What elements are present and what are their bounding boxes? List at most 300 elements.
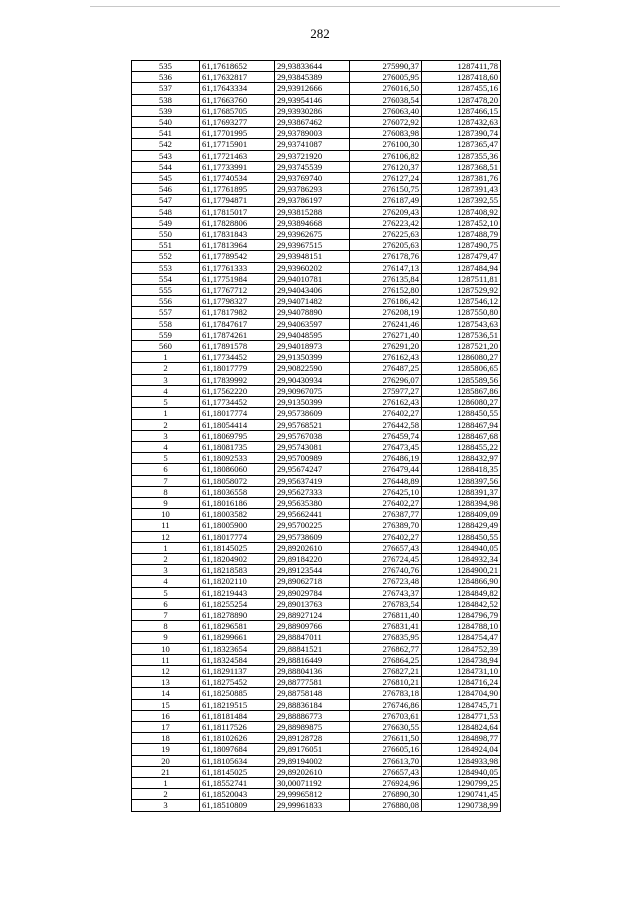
- x-coordinate-cell: 276630,55: [350, 721, 422, 732]
- y-coordinate-cell: 1284754,47: [422, 632, 501, 643]
- latitude-cell: 61,18255254: [200, 598, 275, 609]
- x-coordinate-cell: 276038,54: [350, 94, 422, 105]
- longitude-cell: 29,93912666: [275, 83, 350, 94]
- longitude-cell: 29,89123544: [275, 565, 350, 576]
- x-coordinate-cell: 276831,41: [350, 621, 422, 632]
- latitude-cell: 61,18017779: [200, 363, 275, 374]
- table-row: [132, 318, 501, 329]
- latitude-cell: 61,18323654: [200, 643, 275, 654]
- y-coordinate-cell: 1284932,34: [422, 553, 501, 564]
- longitude-cell: 29,94078890: [275, 307, 350, 318]
- table-row: [132, 240, 501, 251]
- coordinates-table-body: [132, 61, 501, 812]
- longitude-cell: 29,93721920: [275, 150, 350, 161]
- table-row: [132, 475, 501, 486]
- latitude-cell: 61,18219515: [200, 699, 275, 710]
- point-number-cell: 1: [132, 778, 200, 789]
- longitude-cell: 29,93930286: [275, 105, 350, 116]
- x-coordinate-cell: 276296,07: [350, 374, 422, 385]
- x-coordinate-cell: 276291,20: [350, 341, 422, 352]
- table-row: [132, 341, 501, 352]
- table-row: [132, 285, 501, 296]
- table-row: [132, 587, 501, 598]
- table-row: [132, 72, 501, 83]
- x-coordinate-cell: 276486,19: [350, 453, 422, 464]
- table-row: [132, 363, 501, 374]
- table-row: [132, 531, 501, 542]
- x-coordinate-cell: 276072,92: [350, 117, 422, 128]
- longitude-cell: 29,89202610: [275, 542, 350, 553]
- point-number-cell: 1: [132, 408, 200, 419]
- longitude-cell: 29,88886773: [275, 710, 350, 721]
- point-number-cell: 16: [132, 710, 200, 721]
- table-row: [132, 397, 501, 408]
- x-coordinate-cell: 276225,63: [350, 229, 422, 240]
- table-row: [132, 766, 501, 777]
- table-row: [132, 721, 501, 732]
- point-number-cell: 5: [132, 587, 200, 598]
- latitude-cell: 61,18219443: [200, 587, 275, 598]
- longitude-cell: 29,95768521: [275, 419, 350, 430]
- latitude-cell: 61,17831843: [200, 229, 275, 240]
- point-number-cell: 9: [132, 632, 200, 643]
- x-coordinate-cell: 276271,40: [350, 329, 422, 340]
- latitude-cell: 61,17751984: [200, 273, 275, 284]
- y-coordinate-cell: 1284924,04: [422, 744, 501, 755]
- x-coordinate-cell: 276150,75: [350, 184, 422, 195]
- x-coordinate-cell: 276223,42: [350, 217, 422, 228]
- x-coordinate-cell: 276657,43: [350, 766, 422, 777]
- table-row: [132, 128, 501, 139]
- latitude-cell: 61,18005900: [200, 520, 275, 531]
- latitude-cell: 61,18086060: [200, 464, 275, 475]
- latitude-cell: 61,17562220: [200, 385, 275, 396]
- point-number-cell: 1: [132, 352, 200, 363]
- table-row: [132, 105, 501, 116]
- table-row: [132, 117, 501, 128]
- table-row: [132, 755, 501, 766]
- point-number-cell: 536: [132, 72, 200, 83]
- longitude-cell: 29,91350399: [275, 352, 350, 363]
- longitude-cell: 29,93786197: [275, 195, 350, 206]
- point-number-cell: 8: [132, 486, 200, 497]
- latitude-cell: 61,17715901: [200, 139, 275, 150]
- point-number-cell: 545: [132, 173, 200, 184]
- y-coordinate-cell: 1290799,25: [422, 778, 501, 789]
- table-row: [132, 94, 501, 105]
- y-coordinate-cell: 1284704,90: [422, 688, 501, 699]
- x-coordinate-cell: 276473,45: [350, 441, 422, 452]
- y-coordinate-cell: 1284940,05: [422, 542, 501, 553]
- point-number-cell: 555: [132, 285, 200, 296]
- point-number-cell: 3: [132, 565, 200, 576]
- latitude-cell: 61,18054414: [200, 419, 275, 430]
- longitude-cell: 29,94043406: [275, 285, 350, 296]
- y-coordinate-cell: 1290738,99: [422, 800, 501, 811]
- y-coordinate-cell: 1288432,97: [422, 453, 501, 464]
- latitude-cell: 61,18204902: [200, 553, 275, 564]
- x-coordinate-cell: 276810,21: [350, 677, 422, 688]
- y-coordinate-cell: 1287529,92: [422, 285, 501, 296]
- table-row: [132, 206, 501, 217]
- latitude-cell: 61,17798327: [200, 296, 275, 307]
- longitude-cell: 29,93786293: [275, 184, 350, 195]
- point-number-cell: 4: [132, 385, 200, 396]
- table-row: [132, 273, 501, 284]
- point-number-cell: 21: [132, 766, 200, 777]
- y-coordinate-cell: 1288391,37: [422, 486, 501, 497]
- x-coordinate-cell: 276479,44: [350, 464, 422, 475]
- point-number-cell: 553: [132, 262, 200, 273]
- latitude-cell: 61,18296581: [200, 621, 275, 632]
- table-row: [132, 184, 501, 195]
- table-row: [132, 632, 501, 643]
- y-coordinate-cell: 1290741,45: [422, 789, 501, 800]
- table-row: [132, 520, 501, 531]
- longitude-cell: 29,95637419: [275, 475, 350, 486]
- point-number-cell: 538: [132, 94, 200, 105]
- latitude-cell: 61,18036558: [200, 486, 275, 497]
- table-row: [132, 408, 501, 419]
- longitude-cell: 29,88909766: [275, 621, 350, 632]
- point-number-cell: 10: [132, 509, 200, 520]
- latitude-cell: 61,17794871: [200, 195, 275, 206]
- point-number-cell: 15: [132, 699, 200, 710]
- latitude-cell: 61,17663760: [200, 94, 275, 105]
- x-coordinate-cell: 276147,13: [350, 262, 422, 273]
- longitude-cell: 29,93845389: [275, 72, 350, 83]
- y-coordinate-cell: 1287455,16: [422, 83, 501, 94]
- table-row: [132, 453, 501, 464]
- longitude-cell: 29,94018973: [275, 341, 350, 352]
- point-number-cell: 18: [132, 733, 200, 744]
- x-coordinate-cell: 276205,63: [350, 240, 422, 251]
- table-row: [132, 744, 501, 755]
- x-coordinate-cell: 276106,82: [350, 150, 422, 161]
- longitude-cell: 29,93745539: [275, 161, 350, 172]
- table-row: [132, 150, 501, 161]
- longitude-cell: 29,93954146: [275, 94, 350, 105]
- x-coordinate-cell: 276880,08: [350, 800, 422, 811]
- table-row: [132, 251, 501, 262]
- longitude-cell: 29,88816449: [275, 654, 350, 665]
- point-number-cell: 539: [132, 105, 200, 116]
- point-number-cell: 548: [132, 206, 200, 217]
- x-coordinate-cell: 276063,40: [350, 105, 422, 116]
- longitude-cell: 29,93867462: [275, 117, 350, 128]
- longitude-cell: 29,95635380: [275, 497, 350, 508]
- latitude-cell: 61,18097684: [200, 744, 275, 755]
- latitude-cell: 61,18069795: [200, 430, 275, 441]
- point-number-cell: 7: [132, 609, 200, 620]
- y-coordinate-cell: 1286080,27: [422, 352, 501, 363]
- point-number-cell: 8: [132, 621, 200, 632]
- longitude-cell: 29,90430934: [275, 374, 350, 385]
- latitude-cell: 61,18105634: [200, 755, 275, 766]
- y-coordinate-cell: 1288450,55: [422, 531, 501, 542]
- point-number-cell: 551: [132, 240, 200, 251]
- table-row: [132, 789, 501, 800]
- x-coordinate-cell: 276402,27: [350, 531, 422, 542]
- x-coordinate-cell: 276162,43: [350, 352, 422, 363]
- y-coordinate-cell: 1287478,20: [422, 94, 501, 105]
- point-number-cell: 14: [132, 688, 200, 699]
- table-row: [132, 733, 501, 744]
- longitude-cell: 29,88841521: [275, 643, 350, 654]
- x-coordinate-cell: 276864,25: [350, 654, 422, 665]
- y-coordinate-cell: 1286080,27: [422, 397, 501, 408]
- table-row: [132, 497, 501, 508]
- table-row: [132, 509, 501, 520]
- longitude-cell: 29,88777581: [275, 677, 350, 688]
- longitude-cell: 29,88836184: [275, 699, 350, 710]
- y-coordinate-cell: 1284842,52: [422, 598, 501, 609]
- latitude-cell: 61,17740534: [200, 173, 275, 184]
- y-coordinate-cell: 1284898,77: [422, 733, 501, 744]
- y-coordinate-cell: 1288397,56: [422, 475, 501, 486]
- longitude-cell: 29,95700225: [275, 520, 350, 531]
- y-coordinate-cell: 1288467,94: [422, 419, 501, 430]
- y-coordinate-cell: 1287408,92: [422, 206, 501, 217]
- table-row: [132, 430, 501, 441]
- longitude-cell: 29,95700989: [275, 453, 350, 464]
- latitude-cell: 61,18299661: [200, 632, 275, 643]
- point-number-cell: 7: [132, 475, 200, 486]
- point-number-cell: 560: [132, 341, 200, 352]
- y-coordinate-cell: 1284940,05: [422, 766, 501, 777]
- table-row: [132, 542, 501, 553]
- longitude-cell: 29,95738609: [275, 408, 350, 419]
- y-coordinate-cell: 1285806,65: [422, 363, 501, 374]
- x-coordinate-cell: 275990,37: [350, 61, 422, 72]
- longitude-cell: 29,89194002: [275, 755, 350, 766]
- table-row: [132, 688, 501, 699]
- longitude-cell: 29,94010781: [275, 273, 350, 284]
- y-coordinate-cell: 1288418,35: [422, 464, 501, 475]
- latitude-cell: 61,17761333: [200, 262, 275, 273]
- x-coordinate-cell: 276083,98: [350, 128, 422, 139]
- point-number-cell: 2: [132, 789, 200, 800]
- y-coordinate-cell: 1284824,64: [422, 721, 501, 732]
- x-coordinate-cell: 276890,30: [350, 789, 422, 800]
- longitude-cell: 29,95767038: [275, 430, 350, 441]
- x-coordinate-cell: 276135,84: [350, 273, 422, 284]
- y-coordinate-cell: 1287546,12: [422, 296, 501, 307]
- y-coordinate-cell: 1287543,63: [422, 318, 501, 329]
- x-coordinate-cell: 276425,10: [350, 486, 422, 497]
- point-number-cell: 11: [132, 520, 200, 531]
- table-row: [132, 61, 501, 72]
- point-number-cell: 1: [132, 542, 200, 553]
- x-coordinate-cell: 276127,24: [350, 173, 422, 184]
- longitude-cell: 29,93815288: [275, 206, 350, 217]
- latitude-cell: 61,18181484: [200, 710, 275, 721]
- longitude-cell: 29,95674247: [275, 464, 350, 475]
- x-coordinate-cell: 276827,21: [350, 665, 422, 676]
- point-number-cell: 537: [132, 83, 200, 94]
- y-coordinate-cell: 1287484,94: [422, 262, 501, 273]
- latitude-cell: 61,17767712: [200, 285, 275, 296]
- y-coordinate-cell: 1287550,80: [422, 307, 501, 318]
- point-number-cell: 13: [132, 677, 200, 688]
- longitude-cell: 29,90967075: [275, 385, 350, 396]
- y-coordinate-cell: 1287391,43: [422, 184, 501, 195]
- longitude-cell: 29,89062718: [275, 576, 350, 587]
- latitude-cell: 61,17701995: [200, 128, 275, 139]
- y-coordinate-cell: 1287365,47: [422, 139, 501, 150]
- point-number-cell: 3: [132, 374, 200, 385]
- y-coordinate-cell: 1287368,51: [422, 161, 501, 172]
- latitude-cell: 61,18520043: [200, 789, 275, 800]
- table-row: [132, 699, 501, 710]
- y-coordinate-cell: 1284900,21: [422, 565, 501, 576]
- latitude-cell: 61,17733991: [200, 161, 275, 172]
- point-number-cell: 547: [132, 195, 200, 206]
- longitude-cell: 29,88804136: [275, 665, 350, 676]
- y-coordinate-cell: 1284716,24: [422, 677, 501, 688]
- longitude-cell: 29,88758148: [275, 688, 350, 699]
- latitude-cell: 61,18102626: [200, 733, 275, 744]
- x-coordinate-cell: 276746,86: [350, 699, 422, 710]
- y-coordinate-cell: 1287521,20: [422, 341, 501, 352]
- longitude-cell: 29,93769740: [275, 173, 350, 184]
- y-coordinate-cell: 1287488,79: [422, 229, 501, 240]
- page-number: 282: [310, 26, 330, 41]
- longitude-cell: 29,89013763: [275, 598, 350, 609]
- latitude-cell: 61,18081735: [200, 441, 275, 452]
- table-row: [132, 329, 501, 340]
- y-coordinate-cell: 1287536,51: [422, 329, 501, 340]
- point-number-cell: 11: [132, 654, 200, 665]
- point-number-cell: 12: [132, 531, 200, 542]
- y-coordinate-cell: 1287479,47: [422, 251, 501, 262]
- point-number-cell: 542: [132, 139, 200, 150]
- y-coordinate-cell: 1287390,74: [422, 128, 501, 139]
- x-coordinate-cell: 276100,30: [350, 139, 422, 150]
- table-row: [132, 352, 501, 363]
- latitude-cell: 61,18250885: [200, 688, 275, 699]
- longitude-cell: 29,93960202: [275, 262, 350, 273]
- y-coordinate-cell: 1288455,22: [422, 441, 501, 452]
- x-coordinate-cell: 276186,42: [350, 296, 422, 307]
- x-coordinate-cell: 276724,45: [350, 553, 422, 564]
- table-row: [132, 565, 501, 576]
- point-number-cell: 3: [132, 800, 200, 811]
- latitude-cell: 61,18003582: [200, 509, 275, 520]
- table-row: [132, 441, 501, 452]
- point-number-cell: 2: [132, 553, 200, 564]
- point-number-cell: 2: [132, 363, 200, 374]
- latitude-cell: 61,17734452: [200, 352, 275, 363]
- longitude-cell: 29,88847011: [275, 632, 350, 643]
- x-coordinate-cell: 276613,70: [350, 755, 422, 766]
- point-number-cell: 540: [132, 117, 200, 128]
- longitude-cell: 29,93967515: [275, 240, 350, 251]
- point-number-cell: 9: [132, 497, 200, 508]
- y-coordinate-cell: 1288429,49: [422, 520, 501, 531]
- latitude-cell: 61,18275452: [200, 677, 275, 688]
- table-row: [132, 778, 501, 789]
- point-number-cell: 3: [132, 430, 200, 441]
- latitude-cell: 61,17632817: [200, 72, 275, 83]
- x-coordinate-cell: 276605,16: [350, 744, 422, 755]
- table-row: [132, 307, 501, 318]
- x-coordinate-cell: 276611,50: [350, 733, 422, 744]
- latitude-cell: 61,17891578: [200, 341, 275, 352]
- x-coordinate-cell: 276152,80: [350, 285, 422, 296]
- latitude-cell: 61,18218583: [200, 565, 275, 576]
- longitude-cell: 29,93789003: [275, 128, 350, 139]
- longitude-cell: 29,88927124: [275, 609, 350, 620]
- table-row: [132, 139, 501, 150]
- y-coordinate-cell: 1287511,81: [422, 273, 501, 284]
- longitude-cell: 29,88989875: [275, 721, 350, 732]
- x-coordinate-cell: 276835,95: [350, 632, 422, 643]
- point-number-cell: 550: [132, 229, 200, 240]
- latitude-cell: 61,18017774: [200, 408, 275, 419]
- table-row: [132, 621, 501, 632]
- latitude-cell: 61,18145025: [200, 542, 275, 553]
- point-number-cell: 556: [132, 296, 200, 307]
- latitude-cell: 61,17828806: [200, 217, 275, 228]
- table-row: [132, 665, 501, 676]
- longitude-cell: 29,89176051: [275, 744, 350, 755]
- latitude-cell: 61,17693277: [200, 117, 275, 128]
- y-coordinate-cell: 1288467,68: [422, 430, 501, 441]
- y-coordinate-cell: 1284788,10: [422, 621, 501, 632]
- point-number-cell: 12: [132, 665, 200, 676]
- y-coordinate-cell: 1287432,63: [422, 117, 501, 128]
- longitude-cell: 29,94063597: [275, 318, 350, 329]
- latitude-cell: 61,17643334: [200, 83, 275, 94]
- point-number-cell: 19: [132, 744, 200, 755]
- longitude-cell: 29,94071482: [275, 296, 350, 307]
- table-row: [132, 677, 501, 688]
- table-row: [132, 486, 501, 497]
- point-number-cell: 549: [132, 217, 200, 228]
- point-number-cell: 554: [132, 273, 200, 284]
- point-number-cell: 544: [132, 161, 200, 172]
- table-row: [132, 710, 501, 721]
- latitude-cell: 61,17789542: [200, 251, 275, 262]
- y-coordinate-cell: 1284771,53: [422, 710, 501, 721]
- y-coordinate-cell: 1284933,98: [422, 755, 501, 766]
- table-row: [132, 464, 501, 475]
- longitude-cell: 29,93833644: [275, 61, 350, 72]
- table-row: [132, 296, 501, 307]
- longitude-cell: 29,95738609: [275, 531, 350, 542]
- point-number-cell: 6: [132, 464, 200, 475]
- latitude-cell: 61,17761895: [200, 184, 275, 195]
- point-number-cell: 4: [132, 441, 200, 452]
- x-coordinate-cell: 276703,61: [350, 710, 422, 721]
- latitude-cell: 61,17847617: [200, 318, 275, 329]
- x-coordinate-cell: 276120,37: [350, 161, 422, 172]
- y-coordinate-cell: 1287418,60: [422, 72, 501, 83]
- point-number-cell: 5: [132, 397, 200, 408]
- y-coordinate-cell: 1287392,55: [422, 195, 501, 206]
- x-coordinate-cell: 276005,95: [350, 72, 422, 83]
- x-coordinate-cell: 276389,70: [350, 520, 422, 531]
- y-coordinate-cell: 1287490,75: [422, 240, 501, 251]
- x-coordinate-cell: 276740,76: [350, 565, 422, 576]
- latitude-cell: 61,17734452: [200, 397, 275, 408]
- x-coordinate-cell: 276208,19: [350, 307, 422, 318]
- longitude-cell: 30,00071192: [275, 778, 350, 789]
- y-coordinate-cell: 1284796,79: [422, 609, 501, 620]
- x-coordinate-cell: 276402,27: [350, 408, 422, 419]
- y-coordinate-cell: 1288409,09: [422, 509, 501, 520]
